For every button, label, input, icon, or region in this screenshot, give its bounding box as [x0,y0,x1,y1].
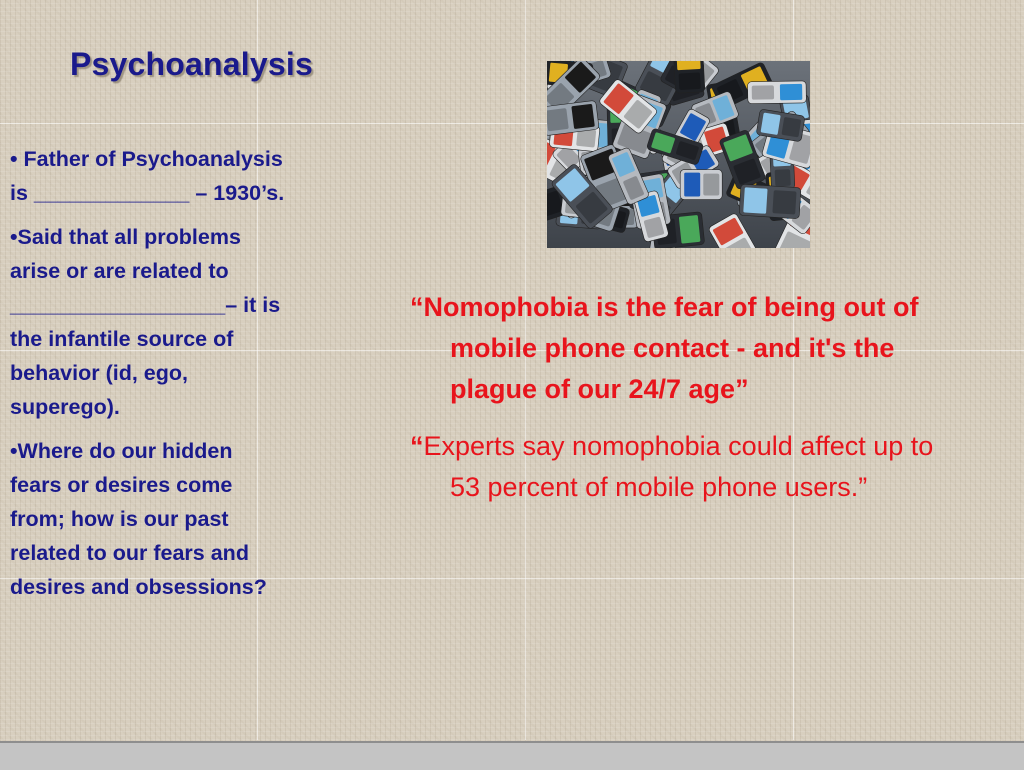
bullet-line: • Father of Psychoanalysis [10,147,283,171]
phone-shape [739,184,801,219]
bullet-item-hidden-fears [10,434,372,604]
phone-shape [748,81,807,104]
bullet-line: from; how is our past [10,507,229,531]
quote-nomophobia-definition [410,287,970,410]
bullet-line: desires and obsessions? [10,575,267,599]
quote-text: Experts say nomophobia could affect up to 53 percent of mobile phone users.” [423,431,934,502]
bullet-line: related to our fears and [10,541,249,565]
quote-text: Nomophobia is the fear of being out of mobile phone contact - and it's the plague of our 24/7 age” [423,292,919,404]
left-bullet-list [10,142,372,614]
mobile-phones-pile-image [547,61,810,248]
bullet-item-problems [10,220,372,424]
bullet-line: •Where do our hidden [10,439,233,463]
bullet-line: superego). [10,395,120,419]
quote-experts-say [410,426,970,508]
bullet-line: the infantile source of [10,327,234,351]
quote-open-mark: “ [410,431,424,461]
bullet-line: behavior (id, ego, [10,361,188,385]
bullet-line: arise or are related to [10,259,229,283]
bullet-item-father [10,142,372,210]
mobile-phones-pile-photo [547,61,810,248]
nomophobia-quotes [410,287,970,524]
phone-shape [673,61,705,93]
bullet-line: is _____________ – 1930’s. [10,181,285,205]
bullet-line: __________________– it is [10,293,281,317]
slide-title: Psychoanalysis [70,46,313,82]
quote-open-mark: “ [410,292,424,322]
bullet-line: fears or desires come [10,473,233,497]
phone-shape [680,170,722,200]
bullet-line: •Said that all problems [10,225,241,249]
background-grid-line [0,123,1024,124]
bottom-bar [0,741,1024,770]
